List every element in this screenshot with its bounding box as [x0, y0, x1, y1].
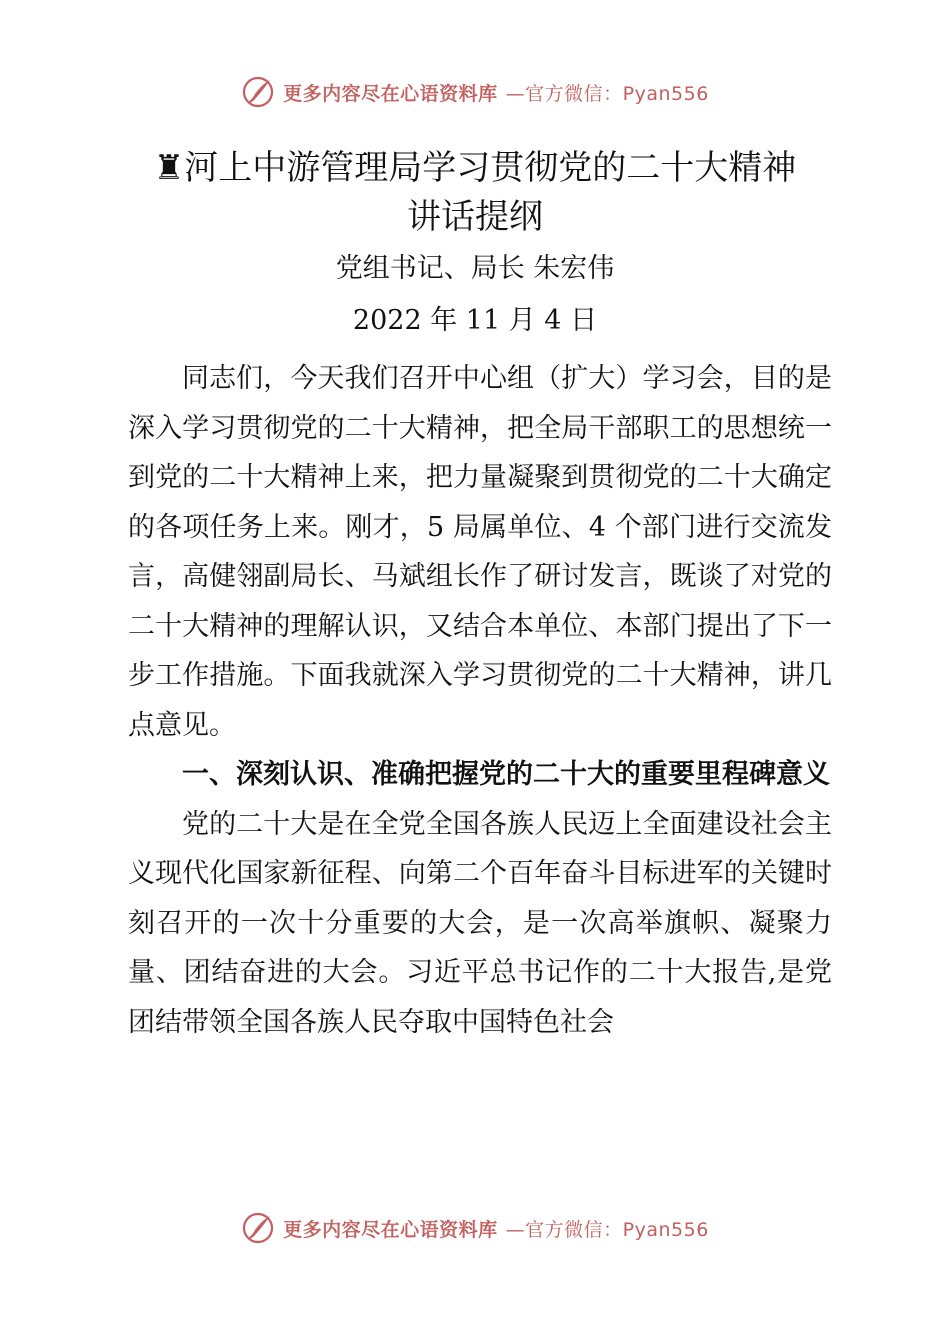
watermark-text: 更多内容尽在心语资料库 [283, 1218, 498, 1241]
watermark-contact: —官方微信：Pyan556 [505, 82, 709, 105]
paragraph-intro: 同志们，今天我们召开中心组（扩大）学习会，目的是深入学习贯彻党的二十大精神，把全局干部职工的思想统一到党的二十大精神上来，把力量凝聚到贯彻党的二十大确定的各项任务上来。刚才，5 局属单位、4 个部门进行交流发言，高健翎副局长、马斌组长作了研讨发言，既谈了对党的二十大精神的理解认识，又结合本单位、本部门提出了下一步工作措施。下面我就深入学习贯彻党的二十大精神，讲几点意见。 [128, 363, 832, 741]
watermark-text: 更多内容尽在心语资料库 [283, 82, 498, 105]
document-title-line2: 讲话提纲 [407, 197, 543, 237]
section-heading-1: 一、深刻认识、准确把握党的二十大的重要里程碑意义 [182, 759, 830, 790]
quill-logo-icon [241, 1211, 275, 1245]
quill-logo-icon [241, 75, 275, 109]
document-body [128, 354, 832, 1047]
paragraph-section-1: 党的二十大是在全党全国各族人民迈上全面建设社会主义现代化国家新征程、向第二个百年奋斗目标进军的关键时刻召开的一次十分重要的大会，是一次高举旗帜、凝聚力量、团结奋进的大会。习近平总书记作的二十大报告,是党团结带领全国各族人民夺取中国特色社会 [128, 808, 832, 1038]
document-title-line1: ♜河上中游管理局学习贯彻党的二十大精神 [153, 148, 797, 188]
watermark-banner-bottom [0, 1208, 950, 1248]
watermark-contact: —官方微信：Pyan556 [505, 1218, 709, 1241]
date-line: 2022 年 11 月 4 日 [352, 305, 598, 336]
author-line: 党组书记、局长 朱宏伟 [335, 253, 615, 284]
watermark-banner-top [0, 72, 950, 112]
